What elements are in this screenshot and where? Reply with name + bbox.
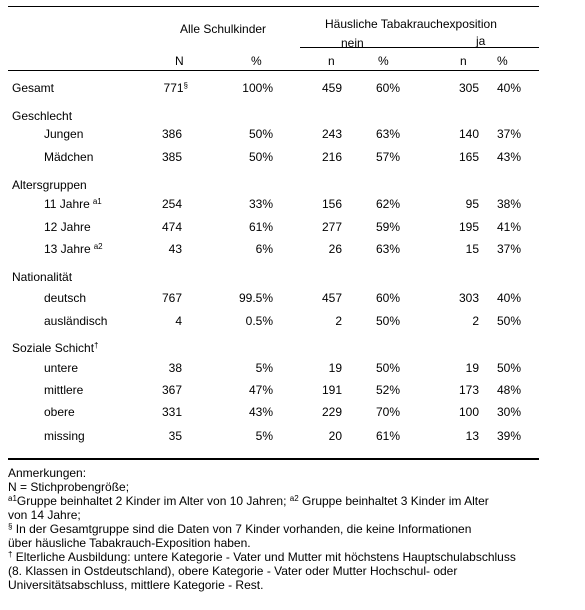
note-sup-dagger: † [8,550,13,559]
row-label [44,405,75,419]
cell-value: 100 [458,405,479,419]
cell-value: 50% [496,314,521,328]
table-bottom-rule [8,458,539,460]
cell-value: 50% [375,314,400,328]
note-sup-section: § [8,522,13,531]
cell-value: 254 [161,197,182,211]
cell-nein-n [292,405,342,419]
notes-n-definition: N = Stichprobengröße; [8,480,130,494]
notes-section-sign [8,522,578,536]
cell-value: 63% [375,242,400,256]
cell-pct [213,197,273,211]
cell-nein-pct [350,429,400,443]
row-label-text: 13 Jahre [44,242,91,256]
cell-nein-n [292,81,342,95]
cell-value: 771 [163,81,184,95]
cell-value: 19 [328,361,342,375]
cell-nein-n [292,361,342,375]
note-a2-text: Gruppe beinhaltet 3 Kinder im Alter [298,494,489,508]
cell-value: 385 [161,150,182,164]
cell-value: 60% [375,291,400,305]
cell-value: 216 [321,150,342,164]
cell-value: 13 [465,429,479,443]
note-a1-text: Gruppe beinhaltet 2 Kinder im Alter von 10 Jahren; [16,494,287,508]
row-label-text: 11 Jahre [44,197,90,211]
note-a2-continuation: von 14 Jahre; [8,508,81,522]
cell-value: 50% [375,361,400,375]
row-label-superscript: † [94,341,99,350]
cell-N [122,291,182,305]
row-label-text: Nationalität [12,270,73,284]
cell-value: 43% [248,405,273,419]
header-bottom-rule [8,70,539,71]
cell-pct [213,291,273,305]
notes-dagger [8,550,578,564]
row-label-text: Gesamt [12,81,55,95]
cell-ja-pct [471,242,521,256]
note-section-text: In der Gesamtgruppe sind die Daten von 7 Kinder vorhanden, die keine Informationen [12,522,472,536]
cell-nein-pct [350,405,400,419]
cell-value: 767 [161,291,182,305]
cell-nein-n [292,150,342,164]
row-label-text: deutsch [44,291,87,305]
cell-value: 35 [168,429,182,443]
row-label-text: untere [44,361,79,375]
cell-ja-pct [471,291,521,305]
cell-ja-pct [471,361,521,375]
cell-nein-n [292,242,342,256]
cell-nein-n [292,314,342,328]
cell-value: 37% [496,127,521,141]
cell-N [122,383,182,397]
cell-value: 40% [496,291,521,305]
header-col-n-ja: n [460,54,467,68]
cell-value: 38 [168,361,182,375]
cell-ja-pct [471,383,521,397]
header-col-pct-ja: % [497,54,508,68]
notes-heading: Anmerkungen: [8,466,87,480]
cell-ja-pct [471,197,521,211]
section-heading [12,109,72,123]
cell-value: 60% [375,81,400,95]
section-heading [12,178,87,192]
cell-ja-pct [471,405,521,419]
cell-nein-pct [350,197,400,211]
cell-value: 303 [458,291,479,305]
cell-value: 457 [321,291,342,305]
cell-nein-n [292,383,342,397]
cell-pct [213,361,273,375]
row-label-text: obere [44,405,75,419]
row-label [12,81,54,95]
cell-value: 2 [472,314,479,328]
header-col-pct-all: % [251,54,262,68]
cell-pct [213,242,273,256]
row-label-text: ausländisch [44,314,108,328]
cell-value: 40% [496,81,521,95]
cell-value: 140 [458,127,479,141]
cell-value: 243 [321,127,342,141]
cell-value: 195 [458,220,479,234]
header-sub-ja: ja [476,34,486,48]
cell-value: 61% [375,429,400,443]
cell-value: 367 [161,383,182,397]
header-col-N: N [175,54,184,68]
cell-value: 0.5% [245,314,273,328]
cell-value: 5% [255,429,273,443]
cell-pct [213,405,273,419]
cell-nein-pct [350,291,400,305]
exposure-group-rule [300,47,539,48]
cell-value: 229 [321,405,342,419]
cell-nein-n [292,291,342,305]
row-label-text: Soziale Schicht [12,341,95,355]
cell-ja-pct [471,314,521,328]
cell-value: 30% [496,405,521,419]
cell-value: 39% [496,429,521,443]
section-heading [12,341,99,355]
cell-value: 191 [321,383,342,397]
cell-nein-n [292,197,342,211]
cell-nein-pct [350,314,400,328]
cell-value: 100% [242,81,273,95]
cell-value: 41% [496,220,521,234]
cell-nein-pct [350,361,400,375]
cell-value: 173 [458,383,479,397]
cell-nein-n [292,429,342,443]
cell-value: 63% [375,127,400,141]
cell-value: 165 [458,150,479,164]
cell-value: 15 [465,242,479,256]
cell-superscript: § [183,81,188,90]
cell-value: 62% [375,197,400,211]
header-group-exposure: Häusliche Tabakrauchexposition [325,17,497,31]
cell-N [128,81,188,95]
cell-value: 20 [328,429,342,443]
row-label [44,361,78,375]
table-notes [8,466,578,592]
cell-ja-pct [471,429,521,443]
note-dagger-text: Elterliche Ausbildung: untere Kategorie - Vater und Mutter mit höchstens Hauptschulabschluss [12,550,516,564]
row-label [44,127,83,141]
row-label [44,220,91,234]
cell-value: 47% [248,383,273,397]
cell-ja-pct [471,127,521,141]
cell-value: 156 [321,197,342,211]
cell-pct [213,150,273,164]
section-heading [12,270,72,284]
cell-value: 52% [375,383,400,397]
row-label-text: 12 Jahre [44,220,91,234]
cell-value: 19 [465,361,479,375]
row-label [44,383,83,397]
cell-N [122,242,182,256]
cell-value: 305 [458,81,479,95]
cell-value: 61% [248,220,273,234]
cell-ja-pct [471,220,521,234]
cell-value: 43 [168,242,182,256]
row-label-text: Geschlecht [12,109,73,123]
row-label [44,314,107,328]
row-label [44,197,102,211]
cell-N [122,220,182,234]
cell-value: 70% [375,405,400,419]
cell-ja-pct [471,81,521,95]
row-label [44,242,103,256]
cell-value: 277 [321,220,342,234]
note-section-continuation: über häusliche Tabakrauch-Exposition haben. [8,536,251,550]
cell-nein-pct [350,242,400,256]
cell-value: 33% [248,197,273,211]
row-label-superscript: a2 [93,242,103,251]
cell-N [122,150,182,164]
cell-nein-n [292,127,342,141]
cell-value: 57% [375,150,400,164]
row-label-text: Jungen [44,127,84,141]
cell-nein-pct [350,127,400,141]
row-label-text: Mädchen [44,150,94,164]
cell-nein-pct [350,383,400,397]
cell-nein-pct [350,150,400,164]
cell-nein-pct [350,220,400,234]
cell-value: 331 [161,405,182,419]
row-label-text: mittlere [44,383,84,397]
row-label-text: missing [44,429,85,443]
cell-value: 5% [255,361,273,375]
note-sup-a2: a2 [289,494,299,503]
cell-pct [213,220,273,234]
header-col-n-nein: n [328,54,335,68]
cell-value: 50% [248,127,273,141]
cell-value: 43% [496,150,521,164]
cell-value: 6% [255,242,273,256]
cell-pct [213,314,273,328]
cell-N [122,127,182,141]
cell-value: 95 [465,197,479,211]
cell-value: 459 [321,81,342,95]
cell-N [122,361,182,375]
cell-pct [213,383,273,397]
row-label [44,291,86,305]
cell-N [122,314,182,328]
table-top-rule [8,6,539,7]
cell-value: 4 [175,314,182,328]
header-sub-nein: nein [341,36,364,50]
row-label [44,150,93,164]
cell-N [122,197,182,211]
header-col-pct-nein: % [378,54,389,68]
cell-value: 59% [375,220,400,234]
note-sup-a1: a1 [8,494,17,503]
row-label [44,429,85,443]
notes-age-groups [8,494,578,508]
header-group-all: Alle Schulkinder [180,22,267,36]
cell-nein-pct [350,81,400,95]
row-label-text: Altersgruppen [12,178,87,192]
cell-pct [213,81,273,95]
cell-pct [213,127,273,141]
cell-N [122,429,182,443]
cell-value: 48% [496,383,521,397]
cell-value: 50% [496,361,521,375]
row-label-superscript: a1 [92,197,102,206]
cell-value: 99.5% [238,291,273,305]
cell-value: 38% [496,197,521,211]
note-dagger-continuation-1: (8. Klassen in Ostdeutschland), obere Kategorie - Vater oder Mutter Hochschul- oder [8,564,458,578]
cell-nein-n [292,220,342,234]
cell-value: 386 [161,127,182,141]
cell-value: 37% [496,242,521,256]
cell-pct [213,429,273,443]
cell-value: 474 [161,220,182,234]
note-dagger-continuation-2: Universitätsabschluss, mittlere Kategorie - Rest. [8,578,264,592]
cell-value: 26 [328,242,342,256]
cell-N [122,405,182,419]
cell-value: 50% [248,150,273,164]
cell-ja-pct [471,150,521,164]
cell-value: 2 [335,314,342,328]
